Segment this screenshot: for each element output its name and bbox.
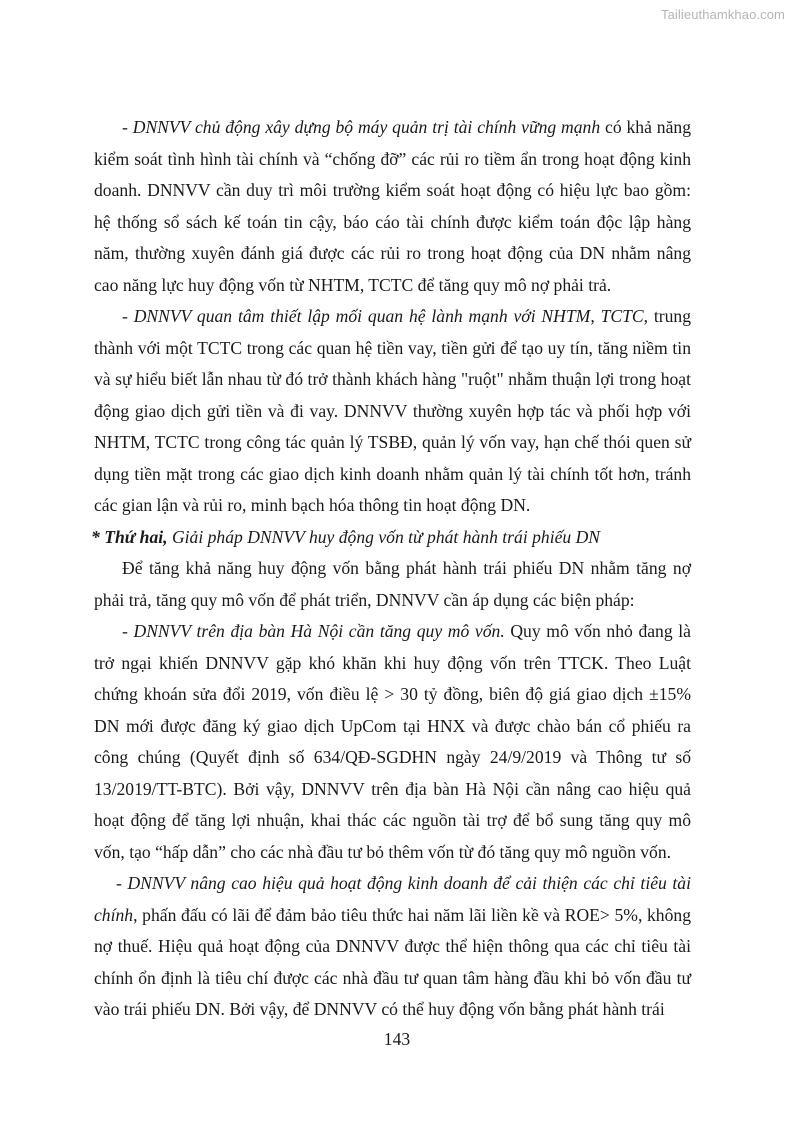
document-body (91, 112, 691, 1026)
paragraph-text: , trung thành với một TCTC trong các quan hệ tiền vay, tiền gửi để tạo uy tín, tăng niềm tin và sự hiểu biết lẫn nhau từ đó trở thành khách hàng "ruột" nhằm thuận lợi trong hoạt động giao dịch gửi tiền và đi vay. DNNVV thường xuyên hợp tác và phối hợp với NHTM, TCTC trong công tác quản lý TSBĐ, quản lý vốn vay, hạn chế thói quen sử dụng tiền mặt trong các giao dịch kinh doanh nhằm quản lý tài chính tốt hơn, tránh các gian lận và rủi ro, minh bạch hóa thông tin hoạt động DN. (94, 306, 691, 515)
page-number: 143 (383, 1029, 411, 1049)
paragraph-bank-relationship (94, 301, 691, 522)
paragraph-text: Quy mô vốn nhỏ đang là trở ngại khiến DNNVV gặp khó khăn khi huy động vốn trên TTCK. Theo Luật chứng khoán sửa đổi 2019, vốn điều lệ > 30 tỷ đồng, biên độ giá giao dịch ±15% DN mới được đăng ký giao dịch UpCom tại HNX và được chào bán cổ phiếu ra công chúng (Quyết định số 634/QĐ-SGDHN ngày 24/9/2019 và Thông tư số 13/2019/TT-BTC). Bởi vậy, DNNVV trên địa bàn Hà Nội cần nâng cao hiệu quả hoạt động để tăng lợi nhuận, khai thác các nguồn tài trợ để bổ sung tăng quy mô vốn, tạo “hấp dẫn” cho các nhà đầu tư bỏ thêm vốn từ đó tăng quy mô nguồn vốn. (94, 621, 691, 862)
paragraph-lead: - DNNVV quan tâm thiết lập mối quan hệ lành mạnh với NHTM, TCTC (122, 306, 644, 326)
paragraph-text: , phấn đấu có lãi để đảm bảo tiêu thức hai năm lãi liền kề và ROE> 5%, không nợ thuế. Hiệu quả hoạt động của DNNVV được thể hiện thông qua các chỉ tiêu tài chính ổn định là tiêu chí được các nhà đầu tư quan tâm hàng đầu khi bỏ vốn đầu tư vào trái phiếu DN. Bởi vậy, để DNNVV có thể huy động vốn bằng phát hành trái (94, 904, 691, 1019)
paragraph-lead: - DNNVV nâng cao hiệu quả hoạt động kinh doanh để cải thiện các chỉ tiêu tài chính (94, 873, 691, 925)
paragraph-lead: - DNNVV chủ động xây dựng bộ máy quản trị tài chính vững mạnh (122, 117, 601, 137)
paragraph-increase-capital (94, 616, 691, 868)
watermark-text: Tailieuthamkhao.com (660, 7, 785, 22)
heading-bold-label: * Thứ hai, (91, 526, 168, 547)
heading-title: Giải pháp DNNVV huy động vốn từ phát hành trái phiếu DN (167, 526, 601, 547)
paragraph-improve-efficiency (94, 868, 691, 1026)
paragraph-financial-governance (94, 112, 691, 301)
paragraph-lead: - DNNVV trên địa bàn Hà Nội cần tăng quy mô vốn. (122, 621, 505, 641)
paragraph-text: có khả năng kiểm soát tình hình tài chính và “chống đỡ” các rủi ro tiềm ẩn trong hoạt động kinh doanh. DNNVV cần duy trì môi trường kiểm soát hoạt động có hiệu lực bao gồm: hệ thống sổ sách kế toán tin cậy, báo cáo tài chính được kiểm toán độc lập hàng năm, thường xuyên đánh giá được các rủi ro trong hoạt động của DN nhằm nâng cao năng lực huy động vốn từ NHTM, TCTC để tăng quy mô nợ phải trả. (94, 117, 691, 295)
section-heading (91, 522, 691, 554)
paragraph-intro: Để tăng khả năng huy động vốn bằng phát hành trái phiếu DN nhằm tăng nợ phải trả, tăng quy mô vốn để phát triển, DNNVV cần áp dụng các biện pháp: (94, 558, 691, 610)
